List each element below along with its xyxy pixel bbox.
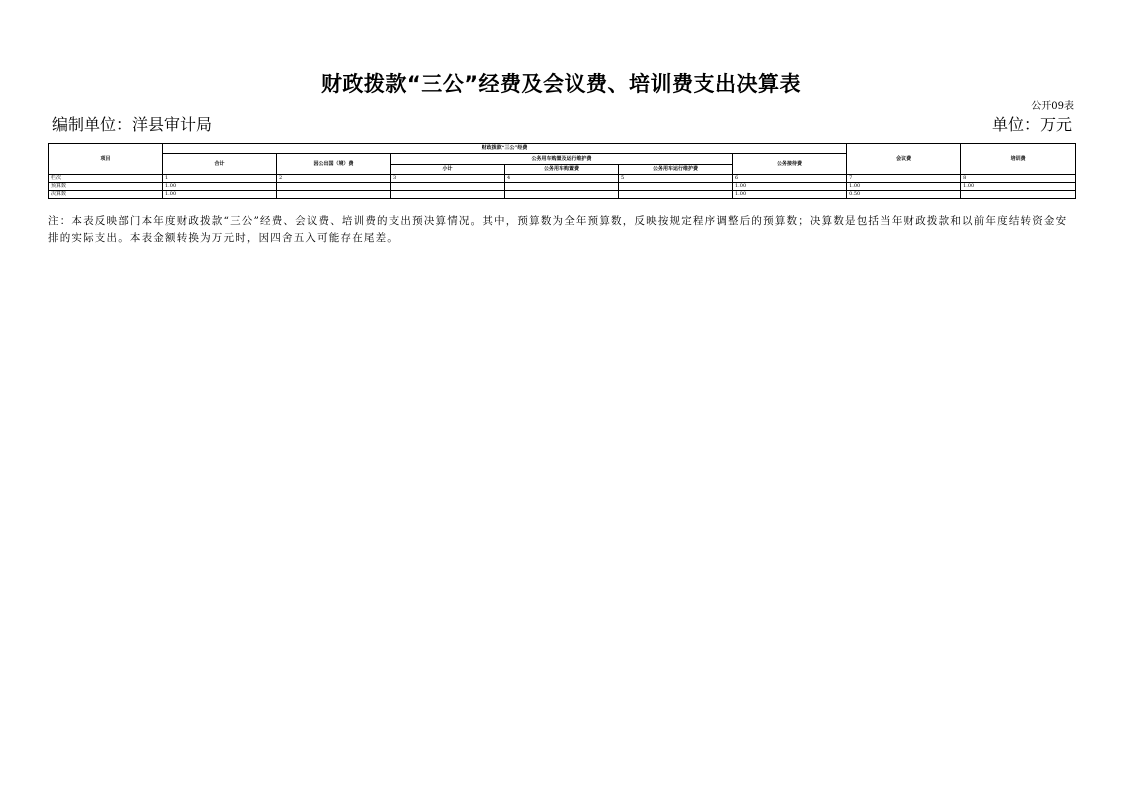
table-cell: 2 bbox=[277, 175, 391, 183]
header-total: 合计 bbox=[163, 154, 277, 175]
table-cell: 6 bbox=[733, 175, 847, 183]
table-cell: 5 bbox=[619, 175, 733, 183]
form-code: 公开09表 bbox=[1031, 101, 1074, 112]
table-cell: 4 bbox=[505, 175, 619, 183]
table-cell: 1.00 bbox=[163, 191, 277, 199]
header-training: 培训费 bbox=[961, 144, 1076, 175]
header-vehicle-group: 公务用车购置及运行维护费 bbox=[391, 154, 733, 165]
table-cell: 1 bbox=[163, 175, 277, 183]
row-label: 决算数 bbox=[49, 191, 163, 199]
table-cell bbox=[505, 183, 619, 191]
table-note: 注：本表反映部门本年度财政拨款“三公”经费、会议费、培训费的支出预决算情况。其中，预算数为全年预算数，反映按规定程序调整后的预算数；决算数是包括当年财政拨款和以前年度结转资金安排的实际支出。本表金额转换为万元时，因四舍五入可能存在尾差。 bbox=[48, 215, 1068, 244]
header-vehicle-operation: 公务用车运行维护费 bbox=[619, 165, 733, 175]
expense-table bbox=[48, 143, 1076, 199]
header-item: 项目 bbox=[49, 144, 163, 175]
table-row bbox=[49, 183, 1076, 191]
table-cell bbox=[619, 183, 733, 191]
table-cell bbox=[505, 191, 619, 199]
row-label: 预算数 bbox=[49, 183, 163, 191]
table-row bbox=[49, 175, 1076, 183]
header-vehicle-purchase: 公务用车购置费 bbox=[505, 165, 619, 175]
table-cell: 0.50 bbox=[847, 191, 961, 199]
header-three-public: 财政拨款“三公”经费 bbox=[163, 144, 847, 154]
table-cell bbox=[391, 183, 505, 191]
table-cell bbox=[391, 191, 505, 199]
table-cell: 1.00 bbox=[733, 183, 847, 191]
table-cell bbox=[961, 191, 1076, 199]
table-cell: 1.00 bbox=[163, 183, 277, 191]
table-cell bbox=[277, 183, 391, 191]
org-unit: 编制单位：洋县审计局 bbox=[52, 115, 213, 134]
currency-unit: 单位：万元 bbox=[991, 115, 1072, 134]
row-label: 栏次 bbox=[49, 175, 163, 183]
table-cell bbox=[277, 191, 391, 199]
table-cell: 1.00 bbox=[733, 191, 847, 199]
table-cell bbox=[619, 191, 733, 199]
table-cell: 1.00 bbox=[847, 183, 961, 191]
header-reception: 公务接待费 bbox=[733, 154, 847, 175]
table-cell: 1.00 bbox=[961, 183, 1076, 191]
table-cell: 7 bbox=[847, 175, 961, 183]
table-row bbox=[49, 191, 1076, 199]
header-meeting: 会议费 bbox=[847, 144, 961, 175]
page-title: 财政拨款“三公”经费及会议费、培训费支出决算表 bbox=[320, 72, 802, 96]
table-cell: 8 bbox=[961, 175, 1076, 183]
header-abroad: 因公出国（境）费 bbox=[277, 154, 391, 175]
table-cell: 3 bbox=[391, 175, 505, 183]
header-subtotal: 小计 bbox=[391, 165, 505, 175]
